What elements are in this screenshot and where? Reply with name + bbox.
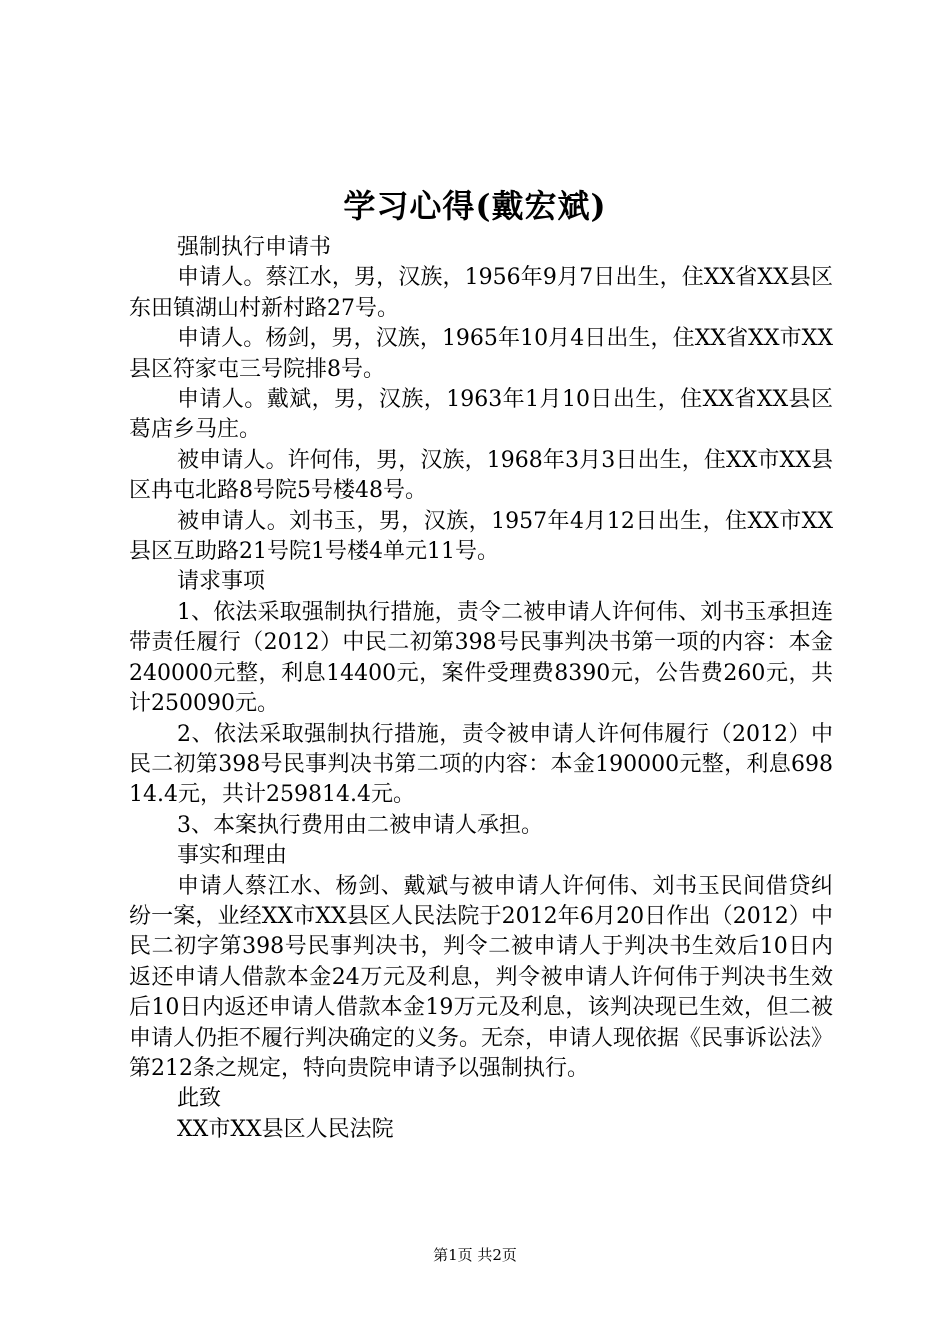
request-item: 3、本案执行费用由二被申请人承担。: [177, 812, 543, 838]
request-item: 2、依法采取强制执行措施，责令被申请人许何伟履行（2012）中民二初第398号民事判决书第二项的内容：本金190000元整，利息69814.4元，共计259814.4元。: [129, 721, 833, 808]
respondent-paragraph: 被申请人。刘书玉，男，汉族，1957年4月12日出生，住XX市XX县区互助路21号院1号楼4单元11号。: [129, 508, 833, 565]
court-addressee: XX市XX县区人民法院: [177, 1116, 394, 1142]
closing-salutation: 此致: [177, 1086, 222, 1112]
applicant-paragraph: 申请人。杨剑，男，汉族，1965年10月4日出生，住XX省XX市XX县区符家屯三号院排8号。: [129, 326, 833, 382]
applicant-paragraph: 申请人。戴斌，男，汉族，1963年1月10日出生，住XX省XX县区葛店乡马庄。: [129, 387, 833, 443]
page-number: 第1页 共2页: [433, 1246, 517, 1264]
facts-paragraph: 申请人蔡江水、杨剑、戴斌与被申请人许何伟、刘书玉民间借贷纠纷一案，业经XX市XX县区人民法院于2012年6月20日作出（2012）中民二初字第398号民事判决书，判令二被申请人于判决书生效后10日内返还申请人借款本金24万元及利息，判令被申请人许何伟于判决书生效后10日内返还申请人借款本金19万元及利息，该判决现已生效，但二被申请人仍拒不履行判决确定的义务。无奈，申请人现依据《民事诉讼法》第212条之规定，特向贵院申请予以强制执行。: [129, 873, 834, 1081]
document-title: 学习心得(戴宏斌): [343, 187, 607, 225]
section-heading: 强制执行申请书: [177, 235, 332, 260]
section-heading: 请求事项: [177, 569, 266, 595]
section-heading: 事实和理由: [177, 843, 288, 869]
applicant-paragraph: 申请人。蔡江水，男，汉族，1956年9月7日出生，住XX省XX县区东田镇湖山村新村路27号。: [129, 265, 833, 321]
document-body: [129, 233, 833, 1145]
request-item: 1、依法采取强制执行措施，责令二被申请人许何伟、刘书玉承担连带责任履行（2012）中民二初第398号民事判决书第一项的内容：本金240000元整，利息14400元，案件受理费8390元，公告费260元，共计250090元。: [129, 599, 833, 717]
respondent-paragraph: 被申请人。许何伟，男，汉族，1968年3月3日出生，住XX市XX县区冉屯北路8号院5号楼48号。: [129, 447, 833, 504]
